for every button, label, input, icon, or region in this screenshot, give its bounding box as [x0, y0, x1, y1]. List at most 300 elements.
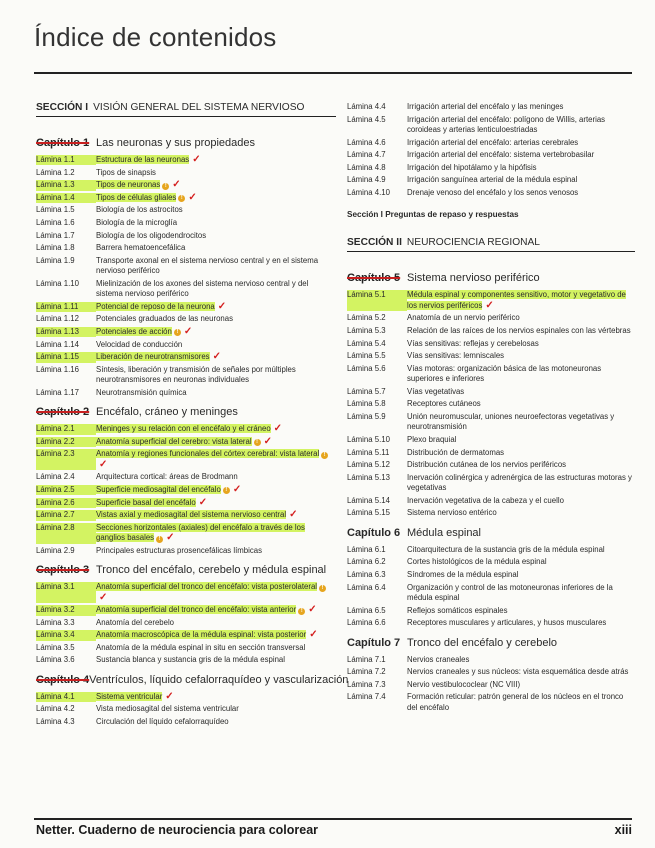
lamina-entry	[347, 387, 635, 397]
lamina-entry	[36, 510, 336, 520]
lamina-label: Lámina 1.3	[36, 180, 96, 190]
lamina-label: Lámina 5.8	[347, 399, 386, 409]
lamina-text	[96, 523, 336, 544]
lamina-label: Lámina 1.12	[36, 314, 79, 324]
lamina-entry	[347, 496, 635, 506]
lamina-entry	[347, 667, 635, 677]
lamina-text	[407, 290, 635, 311]
lamina-entry	[347, 364, 635, 385]
lamina-text	[96, 449, 336, 470]
lamina-label: Lámina 7.1	[347, 654, 386, 664]
lamina-title: Superficie mediosagital del encéfalo	[96, 484, 221, 494]
lamina-entry	[347, 290, 635, 311]
lamina-text	[96, 655, 336, 665]
section-heading	[347, 237, 635, 252]
lamina-entry	[36, 546, 336, 556]
lamina-label: Lámina 5.6	[347, 363, 386, 373]
lamina-text	[407, 175, 635, 185]
chapter-label: Capítulo 1	[36, 137, 90, 149]
lamina-text	[96, 193, 336, 203]
lamina-title: Distribución de dermatomas	[407, 447, 505, 457]
lamina-text	[407, 460, 635, 470]
lamina-text	[407, 667, 635, 677]
lamina-text	[96, 605, 336, 615]
lamina-title: Receptores musculares y articulares, y husos musculares	[407, 618, 607, 628]
checkmark-icon: ✓	[308, 604, 317, 616]
lamina-text	[407, 412, 635, 433]
lamina-label: Lámina 3.1	[36, 582, 96, 603]
lamina-entry	[347, 583, 635, 604]
lamina-text	[96, 314, 336, 324]
lamina-title: Relación de las raíces de los nervios espinales con las vértebras	[407, 325, 631, 335]
lamina-label: Lámina 5.11	[347, 447, 390, 457]
section-title: VISIÓN GENERAL DEL SISTEMA NERVIOSO	[93, 102, 305, 113]
lamina-label: Lámina 6.1	[347, 544, 386, 554]
chapter-heading	[347, 637, 635, 649]
lamina-title: Cortes histológicos de la médula espinal	[407, 557, 547, 567]
checkmark-icon: ✓	[99, 458, 108, 470]
lamina-title: Vistas axial y mediosagital del sistema nervioso central	[96, 510, 287, 520]
lamina-entry	[347, 435, 635, 445]
lamina-title: Nervios craneales	[407, 654, 470, 664]
lamina-label: Lámina 1.6	[36, 217, 75, 227]
lamina-entry	[347, 448, 635, 458]
lamina-entry	[347, 473, 635, 494]
lamina-title: Síndromes de la médula espinal	[407, 569, 519, 579]
lamina-entry	[36, 717, 336, 727]
chapter-heading	[347, 527, 635, 539]
lamina-title: Estructura de las neuronas	[96, 155, 190, 164]
left-column	[36, 102, 349, 730]
lamina-label: Lámina 2.6	[36, 498, 96, 508]
lamina-title: Neurotransmisión química	[96, 387, 187, 397]
lamina-text	[407, 138, 635, 148]
lamina-entry	[36, 340, 336, 350]
lamina-text	[407, 150, 635, 160]
exclamation-icon: !	[162, 183, 169, 190]
checkmark-icon: ✓	[289, 509, 298, 521]
lamina-entry	[36, 231, 336, 241]
lamina-entry	[36, 437, 336, 447]
checkmark-icon: ✓	[198, 496, 208, 508]
lamina-entry	[36, 302, 336, 312]
lamina-title: Velocidad de conducción	[96, 339, 183, 349]
lamina-label: Lámina 1.11	[36, 302, 96, 312]
lamina-title: Biología de los astrocitos	[96, 205, 183, 215]
lamina-title: Distribución cutánea de los nervios periféricos	[407, 460, 567, 470]
lamina-title: Sistema ventricular	[96, 691, 163, 701]
lamina-text	[407, 545, 635, 555]
lamina-entry	[36, 193, 336, 203]
lamina-text	[96, 155, 336, 165]
checkmark-icon: ✓	[212, 351, 221, 363]
lamina-text	[96, 302, 336, 312]
lamina-title: Sistema nervioso entérico	[407, 508, 497, 518]
lamina-title: Unión neuromuscular, uniones neuroefectoras vegetativas y neurotransmisión	[407, 411, 615, 432]
exclamation-icon: !	[178, 195, 185, 202]
lamina-label: Lámina 1.16	[36, 364, 79, 374]
lamina-title: Mielinización de los axones del sistema nervioso central y del sistema nervioso periférico	[96, 278, 309, 299]
lamina-title: Irrigación arterial del encéfalo: polígono de Willis, arterias coroideas y arterias lenticuloestriadas	[407, 114, 606, 134]
exclamation-icon: !	[321, 452, 328, 459]
lamina-entry	[347, 655, 635, 665]
lamina-title: Secciones horizontales (axiales) del encéfalo a través de los ganglios basales	[96, 522, 305, 543]
lamina-text	[96, 180, 336, 190]
lamina-title: Médula espinal y componentes sensitivo, motor y vegetativo de los nervios periféricos	[407, 290, 626, 310]
lamina-label: Lámina 7.3	[347, 679, 386, 689]
top-rule	[34, 72, 632, 74]
lamina-title: Anatomía y regiones funcionales del córtex cerebral: vista lateral	[96, 449, 320, 459]
lamina-entry	[36, 655, 336, 665]
lamina-text	[407, 188, 635, 198]
lamina-text	[407, 364, 635, 385]
checkmark-icon: ✓	[263, 435, 272, 447]
lamina-title: Transporte axonal en el sistema nervioso central y en el sistema nervioso periférico	[96, 255, 319, 276]
lamina-title: Anatomía macroscópica de la médula espinal: vista posterior	[96, 630, 307, 640]
section-heading	[36, 102, 336, 117]
lamina-text	[96, 582, 336, 603]
lamina-label: Lámina 2.5	[36, 485, 96, 495]
lamina-title: Tipos de neuronas	[96, 180, 161, 190]
lamina-entry	[36, 155, 336, 165]
checkmark-icon: ✓	[172, 179, 181, 191]
lamina-entry	[347, 399, 635, 409]
lamina-title: Liberación de neurotransmisores	[96, 352, 210, 362]
lamina-text	[407, 692, 635, 713]
lamina-entry	[347, 545, 635, 555]
lamina-text	[96, 205, 336, 215]
lamina-title: Organización y control de las motoneuronas inferiores de la médula espinal	[407, 582, 613, 602]
lamina-label: Lámina 4.5	[347, 114, 386, 124]
chapter-title: Médula espinal	[407, 526, 481, 539]
lamina-label: Lámina 1.9	[36, 255, 75, 265]
lamina-entry	[347, 175, 635, 185]
chapter-label: Capítulo 7	[347, 636, 401, 649]
lamina-text	[407, 163, 635, 173]
lamina-entry	[36, 582, 336, 603]
lamina-label: Lámina 1.14	[36, 339, 79, 349]
lamina-entry	[347, 339, 635, 349]
lamina-text	[96, 472, 336, 482]
lamina-entry	[36, 279, 336, 300]
lamina-title: Irrigación sanguínea arterial de la médula espinal	[407, 175, 578, 185]
lamina-entry	[36, 449, 336, 470]
exclamation-icon: !	[319, 585, 326, 592]
lamina-text	[407, 399, 635, 409]
lamina-label: Lámina 1.1	[36, 155, 96, 165]
lamina-text	[96, 352, 336, 362]
lamina-label: Lámina 4.2	[36, 704, 75, 714]
lamina-title: Vías sensitivas: lemniscales	[407, 351, 505, 361]
review-questions: Sección I Preguntas de repaso y respuestas	[347, 210, 519, 220]
lamina-label: Lámina 5.10	[347, 434, 390, 444]
lamina-text	[96, 510, 336, 520]
section-label: SECCIÓN II	[347, 237, 402, 249]
lamina-label: Lámina 5.9	[347, 411, 386, 421]
lamina-label: Lámina 3.2	[36, 605, 96, 615]
lamina-label: Lámina 1.8	[36, 243, 75, 253]
lamina-text	[96, 717, 336, 727]
lamina-text	[96, 704, 336, 714]
checkmark-icon: ✓	[232, 483, 242, 495]
lamina-entry	[347, 102, 635, 112]
lamina-text	[407, 313, 635, 323]
lamina-entry	[36, 485, 336, 495]
bottom-rule	[34, 818, 632, 820]
lamina-text	[407, 115, 635, 136]
lamina-label: Lámina 2.9	[36, 545, 75, 555]
lamina-label: Lámina 2.8	[36, 523, 96, 544]
lamina-label: Lámina 2.7	[36, 510, 96, 520]
lamina-title: Potenciales de acción	[96, 326, 172, 336]
lamina-label: Lámina 4.7	[347, 150, 386, 160]
lamina-label: Lámina 5.1	[347, 290, 407, 311]
lamina-label: Lámina 4.3	[36, 717, 75, 727]
lamina-label: Lámina 5.12	[347, 460, 390, 470]
lamina-label: Lámina 1.7	[36, 230, 75, 240]
lamina-entry	[347, 115, 635, 136]
lamina-text	[407, 655, 635, 665]
lamina-text	[96, 692, 336, 702]
lamina-label: Lámina 1.5	[36, 205, 75, 215]
chapter-label: Capítulo 5	[347, 272, 401, 285]
lamina-label: Lámina 7.2	[347, 667, 386, 677]
checkmark-icon: ✓	[217, 300, 227, 312]
checkmark-icon: ✓	[485, 299, 494, 311]
lamina-entry	[347, 351, 635, 361]
lamina-title: Nervio vestibulococlear (NC VIII)	[407, 679, 521, 689]
lamina-label: Lámina 5.7	[347, 386, 386, 396]
lamina-text	[96, 618, 336, 628]
checkmark-icon: ✓	[273, 423, 283, 435]
lamina-entry	[36, 605, 336, 615]
lamina-title: Vista mediosagital del sistema ventricular	[96, 704, 239, 714]
lamina-entry	[347, 570, 635, 580]
lamina-entry	[347, 508, 635, 518]
lamina-entry	[347, 692, 635, 713]
lamina-label: Lámina 5.13	[347, 472, 390, 482]
lamina-title: Vías sensitivas: reflejas y cerebelosas	[407, 338, 539, 348]
lamina-text	[407, 339, 635, 349]
lamina-title: Irrigación arterial del encéfalo y las meninges	[407, 102, 564, 111]
lamina-label: Lámina 5.5	[347, 351, 386, 361]
lamina-label: Lámina 3.6	[36, 655, 75, 665]
lamina-text	[407, 387, 635, 397]
lamina-entry	[36, 218, 336, 228]
lamina-title: Potencial de reposo de la neurona	[96, 301, 215, 311]
checkmark-icon: ✓	[166, 532, 175, 544]
footer-title: Netter. Cuaderno de neurociencia para colorear	[36, 823, 319, 837]
lamina-label: Lámina 2.1	[36, 424, 96, 434]
lamina-label: Lámina 1.17	[36, 387, 79, 397]
lamina-title: Vías vegetativas	[407, 386, 465, 396]
checkmark-icon: ✓	[309, 629, 318, 641]
lamina-text	[96, 437, 336, 447]
lamina-text	[407, 435, 635, 445]
lamina-label: Lámina 4.1	[36, 692, 96, 702]
lamina-title: Sustancia blanca y sustancia gris de la médula espinal	[96, 655, 285, 665]
lamina-label: Lámina 4.10	[347, 187, 390, 197]
lamina-entry	[347, 606, 635, 616]
lamina-label: Lámina 6.2	[347, 557, 386, 567]
lamina-entry	[36, 205, 336, 215]
lamina-entry	[36, 352, 336, 362]
lamina-text	[407, 680, 635, 690]
lamina-label: Lámina 4.9	[347, 175, 386, 185]
lamina-text	[96, 279, 336, 300]
lamina-label: Lámina 6.4	[347, 582, 386, 592]
lamina-title: Meninges y su relación con el encéfalo y el cráneo	[96, 424, 271, 434]
lamina-title: Irrigación del hipotálamo y la hipófisis	[407, 162, 537, 172]
lamina-label: Lámina 5.3	[347, 325, 386, 335]
lamina-title: Inervación vegetativa de la cabeza y el cuello	[407, 495, 564, 505]
lamina-label: Lámina 1.13	[36, 327, 96, 337]
chapter-title: Tronco del encéfalo, cerebelo y médula espinal	[96, 564, 327, 577]
lamina-entry	[347, 138, 635, 148]
lamina-entry	[36, 704, 336, 714]
lamina-text	[407, 473, 635, 494]
lamina-text	[96, 424, 336, 434]
lamina-entry	[36, 243, 336, 253]
exclamation-icon: !	[254, 439, 261, 446]
lamina-text	[96, 243, 336, 253]
lamina-entry	[36, 618, 336, 628]
lamina-text	[407, 351, 635, 361]
lamina-title: Síntesis, liberación y transmisión de señales por múltiples neurotransmisores en neuronas individuales	[96, 364, 296, 385]
lamina-label: Lámina 6.6	[347, 618, 386, 628]
lamina-entry	[347, 557, 635, 567]
exclamation-icon: !	[174, 329, 181, 336]
lamina-label: Lámina 1.15	[36, 352, 96, 362]
lamina-label: Lámina 5.2	[347, 313, 386, 323]
lamina-entry	[36, 523, 336, 544]
page-number: xiii	[614, 823, 632, 837]
chapter-label: Capítulo 3	[36, 564, 90, 577]
lamina-title: Anatomía de un nervio periférico	[407, 313, 520, 323]
chapter-label: Capítulo 6	[347, 526, 401, 539]
lamina-entry	[36, 472, 336, 482]
lamina-entry	[347, 313, 635, 323]
exclamation-icon: !	[156, 536, 163, 543]
lamina-title: Tipos de células gliales	[96, 192, 177, 202]
chapter-title: Las neuronas y sus propiedades	[96, 137, 255, 149]
lamina-title: Anatomía de la médula espinal in situ en sección transversal	[96, 642, 306, 652]
lamina-label: Lámina 5.4	[347, 338, 386, 348]
lamina-title: Reflejos somáticos espinales	[407, 605, 508, 615]
lamina-entry	[36, 314, 336, 324]
lamina-label: Lámina 5.14	[347, 495, 390, 505]
lamina-label: Lámina 2.4	[36, 472, 75, 482]
lamina-entry	[347, 188, 635, 198]
lamina-text	[96, 630, 336, 640]
lamina-label: Lámina 3.4	[36, 630, 96, 640]
lamina-entry	[347, 150, 635, 160]
exclamation-icon: !	[298, 608, 305, 615]
lamina-text	[407, 618, 635, 628]
lamina-text	[96, 327, 336, 337]
lamina-text	[96, 546, 336, 556]
lamina-entry	[36, 424, 336, 434]
lamina-title: Citoarquitectura de la sustancia gris de la médula espinal	[407, 544, 605, 554]
lamina-label: Lámina 2.3	[36, 449, 96, 470]
lamina-text	[407, 448, 635, 458]
chapter-heading	[347, 272, 635, 284]
lamina-entry	[36, 168, 336, 178]
lamina-text	[96, 168, 336, 178]
lamina-label: Lámina 5.15	[347, 508, 390, 518]
lamina-label: Lámina 1.10	[36, 278, 79, 288]
lamina-entry	[347, 460, 635, 470]
lamina-entry	[347, 163, 635, 173]
lamina-label: Lámina 3.5	[36, 642, 75, 652]
lamina-title: Anatomía superficial del cerebro: vista lateral	[96, 436, 252, 446]
lamina-entry	[36, 643, 336, 653]
lamina-title: Plexo braquial	[407, 434, 457, 444]
lamina-title: Anatomía superficial del tronco del encéfalo: vista posterolateral	[96, 582, 318, 592]
lamina-entry	[36, 365, 336, 386]
lamina-text	[96, 231, 336, 241]
lamina-title: Irrigación arterial del encéfalo: sistema vertebrobasilar	[407, 150, 595, 160]
chapter-title: Ventrículos, líquido cefalorraquídeo y vascularización	[89, 673, 349, 686]
lamina-title: Superficie basal del encéfalo	[96, 497, 196, 507]
lamina-label: Lámina 7.4	[347, 692, 386, 702]
lamina-label: Lámina 6.3	[347, 569, 386, 579]
chapter-label: Capítulo 4	[36, 673, 90, 686]
lamina-title: Tipos de sinapsis	[96, 167, 156, 177]
lamina-entry	[36, 630, 336, 640]
right-column	[347, 102, 635, 715]
lamina-text	[96, 218, 336, 228]
checkmark-icon: ✓	[183, 325, 193, 337]
lamina-label: Lámina 6.5	[347, 605, 386, 615]
checkmark-icon: ✓	[165, 690, 174, 702]
lamina-entry	[36, 327, 336, 337]
lamina-title: Barrera hematoencefálica	[96, 243, 186, 253]
lamina-text	[96, 643, 336, 653]
lamina-text	[96, 256, 336, 277]
lamina-entry	[347, 326, 635, 336]
lamina-title: Drenaje venoso del encéfalo y los senos venosos	[407, 187, 579, 197]
checkmark-icon: ✓	[192, 154, 201, 165]
lamina-text	[407, 570, 635, 580]
checkmark-icon: ✓	[99, 591, 108, 603]
lamina-text	[407, 102, 635, 112]
lamina-text	[407, 606, 635, 616]
lamina-label: Lámina 4.8	[347, 162, 386, 172]
lamina-title: Inervación colinérgica y adrenérgica de las estructuras motoras y vegetativas	[407, 472, 632, 493]
chapter-label: Capítulo 2	[36, 406, 90, 419]
lamina-entry	[347, 680, 635, 690]
section-title: NEUROCIENCIA REGIONAL	[406, 237, 540, 249]
lamina-entry	[347, 412, 635, 433]
lamina-title: Formación reticular: patrón general de los núcleos en el tronco del encéfalo	[407, 692, 624, 712]
chapter-heading	[36, 564, 336, 576]
lamina-entry	[36, 180, 336, 190]
lamina-title: Arquitectura cortical: áreas de Brodmann	[96, 472, 238, 482]
lamina-text	[96, 365, 336, 386]
lamina-entry	[36, 498, 336, 508]
lamina-label: Lámina 2.2	[36, 437, 96, 447]
lamina-entry	[36, 692, 336, 702]
chapter-title: Encéfalo, cráneo y meninges	[96, 406, 238, 419]
section-label: SECCIÓN I	[36, 102, 89, 113]
lamina-entry	[36, 256, 336, 277]
lamina-label: Lámina 1.4	[36, 193, 96, 203]
lamina-label: Lámina 4.4	[347, 102, 386, 111]
lamina-title: Potenciales graduados de las neuronas	[96, 314, 233, 324]
lamina-title: Nervios craneales y sus núcleos: vista esquemática desde atrás	[407, 667, 629, 677]
lamina-text	[96, 498, 336, 508]
